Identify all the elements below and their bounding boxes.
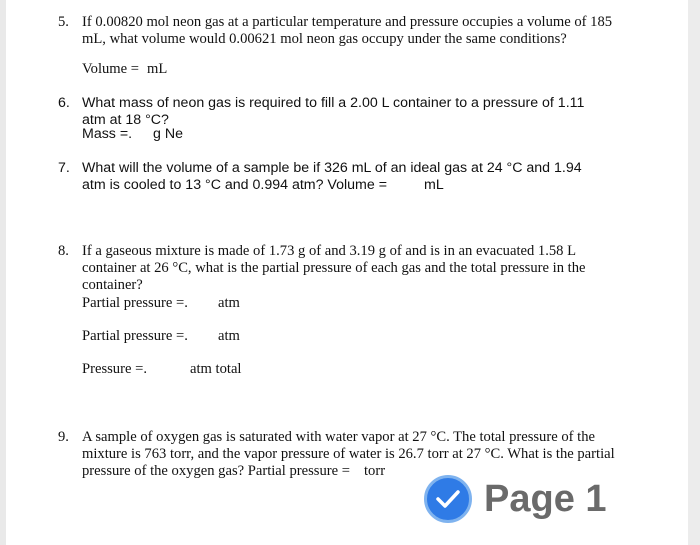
page-edge-left <box>0 0 6 545</box>
question-6 <box>58 95 658 147</box>
question-number: 8. <box>58 243 69 259</box>
question-text <box>82 95 584 129</box>
answer-label: Pressure =. <box>82 361 147 377</box>
question-8 <box>58 243 658 383</box>
page-label: Page 1 <box>484 477 607 520</box>
question-number: 5. <box>58 14 69 30</box>
question-number: 9. <box>58 429 69 445</box>
question-line: pressure of the oxygen gas? Partial pressure = <box>82 463 350 479</box>
question-line: What will the volume of a sample be if 326 mL of an ideal gas at 24 °C and 1.94 <box>82 160 582 176</box>
question-line: container at 26 °C, what is the partial pressure of each gas and the total pressure in the <box>82 260 586 276</box>
question-line: If a gaseous mixture is made of 1.73 g of and 3.19 g of and is in an evacuated 1.58 L <box>82 243 577 259</box>
answer-unit: atm <box>218 295 240 311</box>
answer-label: Mass =. <box>82 126 133 142</box>
answer-unit: torr <box>364 463 386 479</box>
question-number: 7. <box>58 160 70 176</box>
answer-label: Partial pressure =. <box>82 328 188 344</box>
answer-unit: atm total <box>190 361 242 377</box>
question-text <box>82 243 585 294</box>
question-line: What mass of neon gas is required to fill a 2.00 L container to a pressure of 1.11 <box>82 95 585 111</box>
answer-label: Volume = <box>82 61 140 77</box>
answer-unit: g Ne <box>153 126 183 142</box>
answer-label: Partial pressure =. <box>82 295 188 311</box>
question-5 <box>58 14 658 84</box>
answer-unit: atm <box>218 328 240 344</box>
question-number: 6. <box>58 95 70 111</box>
question-line: container? <box>82 277 143 293</box>
checkmark-circle-icon <box>424 475 472 523</box>
question-7 <box>58 160 658 196</box>
question-line: atm is cooled to 13 °C and 0.994 atm? Volume = <box>82 177 387 193</box>
question-text <box>82 160 582 194</box>
question-line: If 0.00820 mol neon gas at a particular temperature and pressure occupies a volume of 185 <box>82 14 613 30</box>
answer-unit: mL <box>147 61 168 77</box>
page-indicator[interactable] <box>424 471 654 527</box>
page-edge-right <box>688 0 700 545</box>
question-line: mL, what volume would 0.00621 mol neon gas occupy under the same conditions? <box>82 31 567 47</box>
question-line: atm at 18 °C? <box>82 112 169 128</box>
answer-unit: mL <box>424 177 444 193</box>
question-line: A sample of oxygen gas is saturated with water vapor at 27 °C. The total pressure of the <box>82 429 595 445</box>
question-text <box>82 14 612 48</box>
question-line: mixture is 763 torr, and the vapor pressure of water is 26.7 torr at 27 °C. What is the partial <box>82 446 615 462</box>
